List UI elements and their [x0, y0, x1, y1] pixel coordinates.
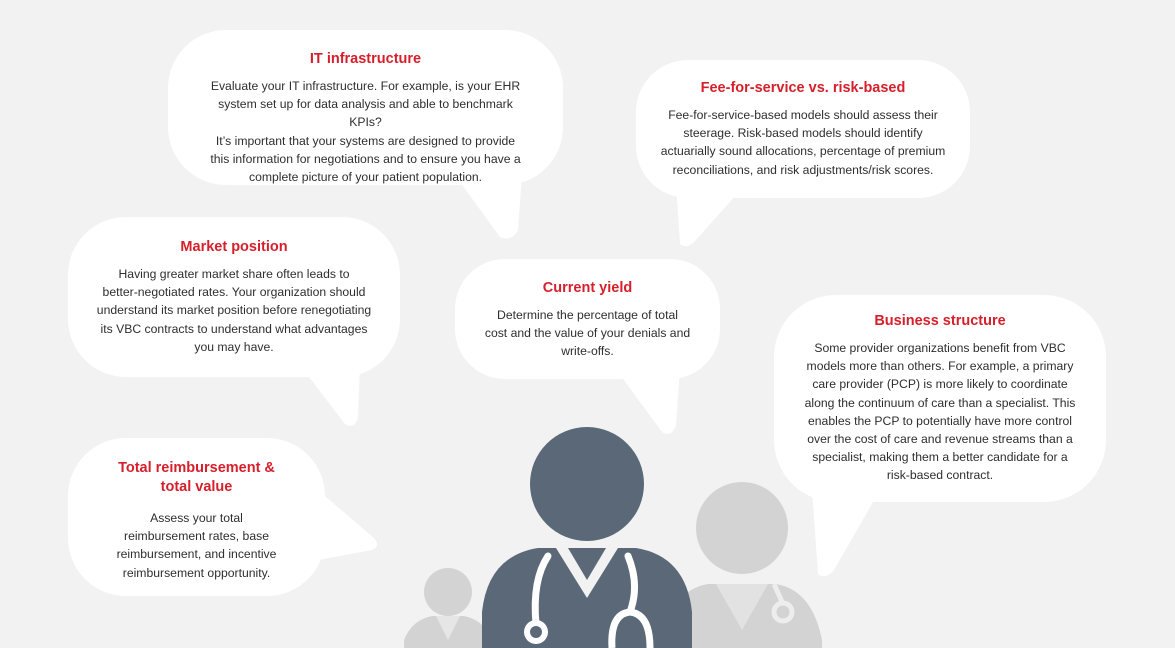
title-line: total value — [160, 479, 233, 495]
bubble-current-yield — [455, 259, 720, 379]
text-line: Evaluate your IT infrastructure. For example, is your EHR — [210, 79, 521, 93]
text-line: Having greater market share often leads to — [118, 267, 350, 281]
title-line: Total reimbursement & — [118, 460, 275, 476]
text-line: reimbursement opportunity. — [122, 565, 271, 580]
text-line: It’s important that your systems are designed to provide — [215, 133, 516, 148]
text-line: reconciliations, and risk adjustments/risk scores. — [672, 162, 934, 177]
doctor-with-stethoscope-icon — [482, 427, 692, 648]
text-line: Assess your total — [150, 511, 243, 525]
text-line: over the cost of care and revenue streams than a — [807, 432, 1073, 447]
bubble-title: IT infrastructure — [309, 51, 422, 67]
text-line: reimbursement, and incentive — [116, 547, 277, 562]
doctor-icon — [404, 568, 492, 648]
text-line: models more than others. For example, a primary — [806, 359, 1074, 374]
bubble-text — [650, 106, 956, 179]
bubble-text — [794, 339, 1086, 485]
bubble-title: Current yield — [542, 280, 633, 296]
text-line: specialist, making them a better candidate for a — [812, 450, 1068, 465]
text-line: complete picture of your patient population. — [248, 170, 483, 185]
text-line: write-offs. — [561, 344, 614, 359]
text-line: its VBC contracts to understand what advantages — [100, 321, 368, 336]
text-line: better-negotiated rates. Your organization should — [102, 285, 366, 300]
text-line: reimbursement rates, base — [124, 529, 269, 544]
bubble-text — [90, 509, 303, 582]
text-line: care provider (PCP) is more likely to coordinate — [812, 377, 1068, 392]
bubble-title: Market position — [180, 239, 288, 255]
bubble-fee-for-service — [636, 60, 970, 198]
bubble-text — [202, 77, 529, 186]
text-line: Determine the percentage of total — [497, 308, 678, 322]
text-line: steerage. Risk-based models should identify — [683, 126, 923, 141]
text-line: this information for negotiations and to ensure you have a — [210, 151, 521, 166]
text-line: risk-based contract. — [886, 468, 994, 483]
text-line: Fee-for-service-based models should assess their — [668, 108, 938, 122]
bubble-market-position — [68, 217, 400, 377]
bubble-title — [90, 459, 303, 497]
bubble-tail-business-structure — [812, 490, 880, 576]
bubble-text — [86, 265, 382, 356]
bubble-text — [473, 306, 702, 361]
text-line: you may have. — [194, 339, 274, 354]
text-line: Some provider organizations benefit from VBC — [814, 341, 1066, 355]
text-line: understand its market position before renegotiating — [96, 303, 372, 318]
bubble-title: Business structure — [874, 313, 1006, 329]
bubble-tail-total-reimbursement — [318, 490, 377, 560]
bubble-business-structure — [774, 295, 1106, 502]
text-line: cost and the value of your denials and — [484, 326, 691, 341]
text-line: along the continuum of care than a specialist. This — [804, 395, 1076, 410]
bubble-title: Fee-for-service vs. risk-based — [700, 80, 906, 96]
text-line: actuarially sound allocations, percentage of premium — [660, 144, 946, 159]
bubble-total-reimbursement — [68, 438, 325, 596]
bubble-it-infrastructure — [168, 30, 563, 185]
text-line: enables the PCP to potentially have more control — [808, 413, 1072, 428]
text-line: system set up for data analysis and able to benchmark KPIs? — [218, 97, 513, 130]
